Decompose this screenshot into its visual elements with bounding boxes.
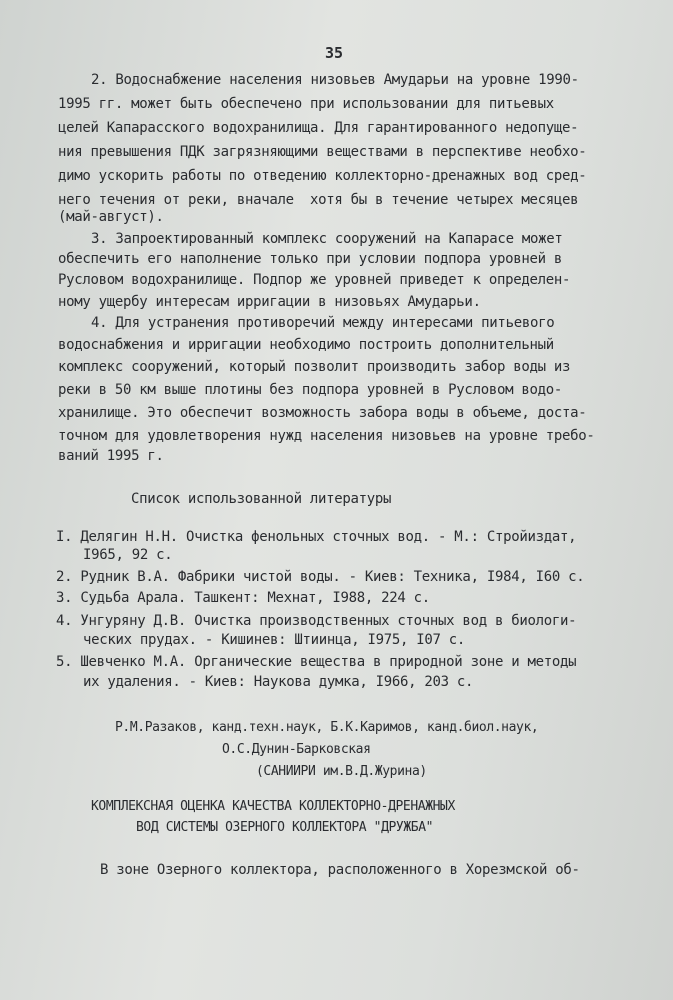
paragraph-3-line-3: Русловом водохранилище. Подпор же уровней приведет к определен-	[58, 272, 571, 288]
paragraph-4-line-7: ваний 1995 г.	[58, 448, 164, 464]
reference-3: 3. Судьба Арала. Ташкент: Мехнат, I988, 224 с.	[56, 590, 430, 606]
paragraph-2-line-4: ния превышения ПДК загрязняющими веществами в перспективе необхо-	[58, 144, 587, 160]
paragraph-4-line-5: хранилище. Это обеспечит возможность забора воды в объеме, доста-	[58, 405, 587, 421]
reference-5-line-2: их удаления. - Киев: Наукова думка, I966, 203 с.	[83, 674, 474, 690]
paragraph-3-line-2: обеспечить его наполнение только при условии подпора уровней в	[58, 251, 562, 267]
reference-2: 2. Рудник В.А. Фабрики чистой воды. - Киев: Техника, I984, I60 с.	[56, 569, 585, 585]
paragraph-3-line-4: ному ущербу интересам ирригации в низовьях Амударьи.	[58, 294, 481, 310]
paragraph-4-line-1: 4. Для устранения противоречий между интересами питьевого	[91, 315, 555, 331]
reference-1-line-1: I. Делягин Н.Н. Очистка фенольных сточных вод. - М.: Стройиздат,	[56, 529, 577, 545]
reference-4-line-1: 4. Унгуряну Д.В. Очистка производственных сточных вод в биологи-	[56, 613, 577, 629]
references-title: Список использованной литературы	[131, 491, 392, 507]
article-title-line-1: КОМПЛЕКСНАЯ ОЦЕНКА КАЧЕСТВА КОЛЛЕКТОРНО-ДРЕНАЖНЫХ	[91, 799, 455, 814]
authors-line-1: Р.М.Разаков, канд.техн.наук, Б.К.Каримов, канд.биол.наук,	[115, 720, 539, 735]
authors-affiliation: (САНИИРИ им.В.Д.Журина)	[256, 764, 427, 779]
reference-5-line-1: 5. Шевченко М.А. Органические вещества в природной зоне и методы	[56, 654, 577, 670]
paragraph-2-line-1: 2. Водоснабжение населения низовьев Амударьи на уровне 1990-	[91, 72, 579, 88]
paragraph-2-line-2: 1995 гг. может быть обеспечено при использовании для питьевых	[58, 96, 554, 112]
paragraph-4-line-3: комплекс сооружений, который позволит производить забор воды из	[58, 359, 571, 375]
paragraph-2-line-3: целей Капарасского водохранилища. Для гарантированного недопуще-	[58, 120, 579, 136]
paragraph-4-line-6: точном для удовлетворения нужд населения низовьев на уровне требо-	[58, 428, 595, 444]
paragraph-2-line-5: димо ускорить работы по отведению коллекторно-дренажных вод сред-	[58, 168, 587, 184]
paragraph-4-line-4: реки в 50 км выше плотины без подпора уровней в Русловом водо-	[58, 382, 562, 398]
reference-4-line-2: ческих прудах. - Кишинев: Штиинца, I975, I07 с.	[83, 632, 466, 648]
paragraph-2-line-6: него течения от реки, вначале хотя бы в течение четырех месяцев	[58, 192, 579, 208]
paragraph-4-line-2: водоснабжения и ирригации необходимо построить дополнительный	[58, 337, 554, 353]
paragraph-2-line-7: (май-август).	[58, 209, 164, 225]
page-number: 35	[325, 44, 344, 62]
authors-line-2: О.С.Дунин-Барковская	[222, 742, 371, 757]
article-title-line-2: ВОД СИСТЕМЫ ОЗЕРНОГО КОЛЛЕКТОРА "ДРУЖБА"	[136, 820, 434, 835]
paragraph-3-line-1: 3. Запроектированный комплекс сооружений на Капарасе может	[91, 231, 563, 247]
article-body-line-1: В зоне Озерного коллектора, расположенного в Хорезмской об-	[100, 862, 580, 878]
reference-1-line-2: I965, 92 с.	[83, 547, 173, 563]
